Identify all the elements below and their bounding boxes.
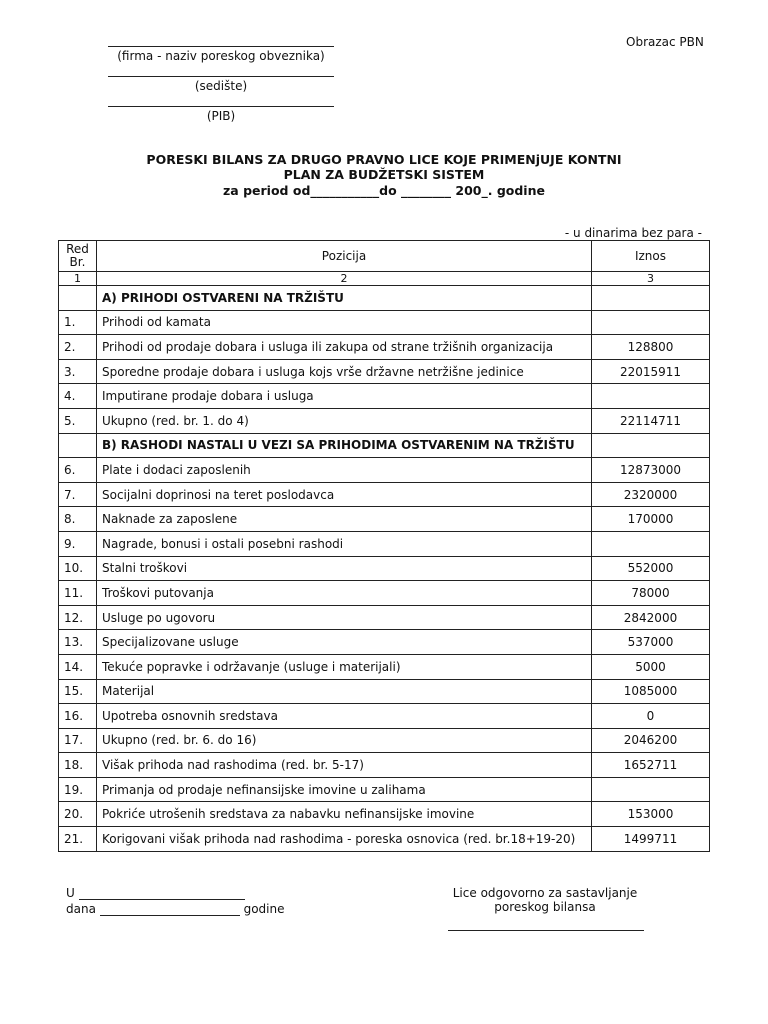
- row-amount: [592, 310, 710, 335]
- row-amount: 170000: [592, 507, 710, 532]
- header-row-number: Red Br.: [59, 241, 97, 272]
- table-row: [59, 802, 710, 827]
- table-row: [59, 458, 710, 483]
- row-amount: 1085000: [592, 679, 710, 704]
- place-label: U: [66, 886, 75, 900]
- header-position: Pozicija: [97, 241, 592, 272]
- row-amount: 1499711: [592, 827, 710, 852]
- table-row: [59, 335, 710, 360]
- pib-line: [108, 106, 334, 107]
- row-position: A) PRIHODI OSTVARENI NA TRŽIŠTU: [97, 286, 592, 311]
- header-amount: Iznos: [592, 241, 710, 272]
- row-position: Upotreba osnovnih sredstava: [97, 704, 592, 729]
- row-number: 8.: [59, 507, 97, 532]
- row-position: Višak prihoda nad rashodima (red. br. 5-17): [97, 753, 592, 778]
- row-position: Imputirane prodaje dobara i usluga: [97, 384, 592, 409]
- row-amount: 2320000: [592, 482, 710, 507]
- table-row: [59, 507, 710, 532]
- pib-label: (PIB): [206, 109, 236, 123]
- table-row: [59, 704, 710, 729]
- row-amount: 78000: [592, 581, 710, 606]
- row-position: Korigovani višak prihoda nad rashodima - poreska osnovica (red. br.18+19-20): [97, 827, 592, 852]
- row-amount: [592, 286, 710, 311]
- table-row: [59, 753, 710, 778]
- table-row: [59, 630, 710, 655]
- row-number: 6.: [59, 458, 97, 483]
- row-amount: 552000: [592, 556, 710, 581]
- row-position: Materijal: [97, 679, 592, 704]
- row-position: Troškovi putovanja: [97, 581, 592, 606]
- seat-line: [108, 76, 334, 77]
- table-row: [59, 827, 710, 852]
- row-amount: 5000: [592, 654, 710, 679]
- row-amount: 12873000: [592, 458, 710, 483]
- row-number: 1.: [59, 310, 97, 335]
- company-name-line: [108, 46, 334, 47]
- row-position: Naknade za zaposlene: [97, 507, 592, 532]
- document-title-line1: PORESKI BILANS ZA DRUGO PRAVNO LICE KOJE PRIMENjUJE KONTNI: [146, 152, 622, 167]
- place-input-line[interactable]: [79, 899, 245, 900]
- table-section-row: [59, 286, 710, 311]
- row-amount: 128800: [592, 335, 710, 360]
- row-number: 7.: [59, 482, 97, 507]
- row-number: 12.: [59, 605, 97, 630]
- row-number: 9.: [59, 531, 97, 556]
- date-field: [66, 902, 285, 916]
- row-amount: 537000: [592, 630, 710, 655]
- row-number: 18.: [59, 753, 97, 778]
- row-number: 11.: [59, 581, 97, 606]
- table-row: [59, 482, 710, 507]
- row-amount: 2842000: [592, 605, 710, 630]
- row-number: 5.: [59, 408, 97, 433]
- date-input-line[interactable]: [100, 915, 240, 916]
- seat-label: (sedište): [194, 79, 248, 93]
- row-position: Nagrade, bonusi i ostali posebni rashodi: [97, 531, 592, 556]
- row-amount: [592, 531, 710, 556]
- row-position: Sporedne prodaje dobara i usluga kojs vrše državne netržišne jedinice: [97, 359, 592, 384]
- date-label: dana: [66, 902, 96, 916]
- row-position: Stalni troškovi: [97, 556, 592, 581]
- row-position: Ukupno (red. br. 1. do 4): [97, 408, 592, 433]
- table-row: [59, 654, 710, 679]
- row-number: 19.: [59, 777, 97, 802]
- signature-line[interactable]: [448, 930, 644, 931]
- table-row: [59, 679, 710, 704]
- table-row: [59, 605, 710, 630]
- row-position: Plate i dodaci zaposlenih: [97, 458, 592, 483]
- column-number-2: 2: [97, 272, 592, 286]
- document-period-line: za period od___________do ________ 200_. godine: [223, 183, 545, 198]
- form-code: Obrazac PBN: [626, 35, 704, 49]
- signatory-block: [430, 886, 660, 914]
- row-number: 20.: [59, 802, 97, 827]
- row-amount: 153000: [592, 802, 710, 827]
- row-amount: [592, 777, 710, 802]
- row-number: 10.: [59, 556, 97, 581]
- currency-unit-note: - u dinarima bez para -: [564, 226, 702, 240]
- table-header-row: [59, 241, 710, 272]
- row-number: 4.: [59, 384, 97, 409]
- row-position: B) RASHODI NASTALI U VEZI SA PRIHODIMA OSTVARENIM NA TRŽIŠTU: [97, 433, 592, 458]
- tax-balance-table: [58, 240, 710, 852]
- row-amount: 0: [592, 704, 710, 729]
- row-number: 15.: [59, 679, 97, 704]
- row-number: [59, 286, 97, 311]
- table-row: [59, 408, 710, 433]
- row-position: Usluge po ugovoru: [97, 605, 592, 630]
- table-row: [59, 581, 710, 606]
- signatory-line1: Lice odgovorno za sastavljanje: [452, 886, 638, 900]
- row-position: Prihodi od kamata: [97, 310, 592, 335]
- table-row: [59, 310, 710, 335]
- table-row: [59, 728, 710, 753]
- date-suffix: godine: [243, 902, 285, 916]
- row-position: Socijalni doprinosi na teret poslodavca: [97, 482, 592, 507]
- table-row: [59, 531, 710, 556]
- row-position: Pokriće utrošenih sredstava za nabavku nefinansijske imovine: [97, 802, 592, 827]
- place-field: [66, 886, 245, 900]
- row-number: 13.: [59, 630, 97, 655]
- row-number: 17.: [59, 728, 97, 753]
- row-number: 21.: [59, 827, 97, 852]
- row-amount: [592, 433, 710, 458]
- row-position: Primanja od prodaje nefinansijske imovine u zalihama: [97, 777, 592, 802]
- row-number: [59, 433, 97, 458]
- signatory-line2: poreskog bilansa: [494, 900, 596, 914]
- table-row: [59, 556, 710, 581]
- row-position: Ukupno (red. br. 6. do 16): [97, 728, 592, 753]
- row-number: 3.: [59, 359, 97, 384]
- table-row: [59, 359, 710, 384]
- column-number-3: 3: [592, 272, 710, 286]
- row-amount: [592, 384, 710, 409]
- row-number: 14.: [59, 654, 97, 679]
- row-number: 16.: [59, 704, 97, 729]
- row-position: Tekuće popravke i održavanje (usluge i materijali): [97, 654, 592, 679]
- column-number-row: [59, 272, 710, 286]
- table-row: [59, 777, 710, 802]
- row-amount: 1652711: [592, 753, 710, 778]
- row-number: 2.: [59, 335, 97, 360]
- company-name-label: (firma - naziv poreskog obveznika): [117, 49, 325, 63]
- row-amount: 22114711: [592, 408, 710, 433]
- table-row: [59, 384, 710, 409]
- row-position: Specijalizovane usluge: [97, 630, 592, 655]
- row-position: Prihodi od prodaje dobara i usluga ili zakupa od strane tržišnih organizacija: [97, 335, 592, 360]
- row-amount: 22015911: [592, 359, 710, 384]
- row-amount: 2046200: [592, 728, 710, 753]
- table-section-row: [59, 433, 710, 458]
- column-number-1: 1: [59, 272, 97, 286]
- document-title-line2: PLAN ZA BUDŽETSKI SISTEM: [283, 167, 485, 182]
